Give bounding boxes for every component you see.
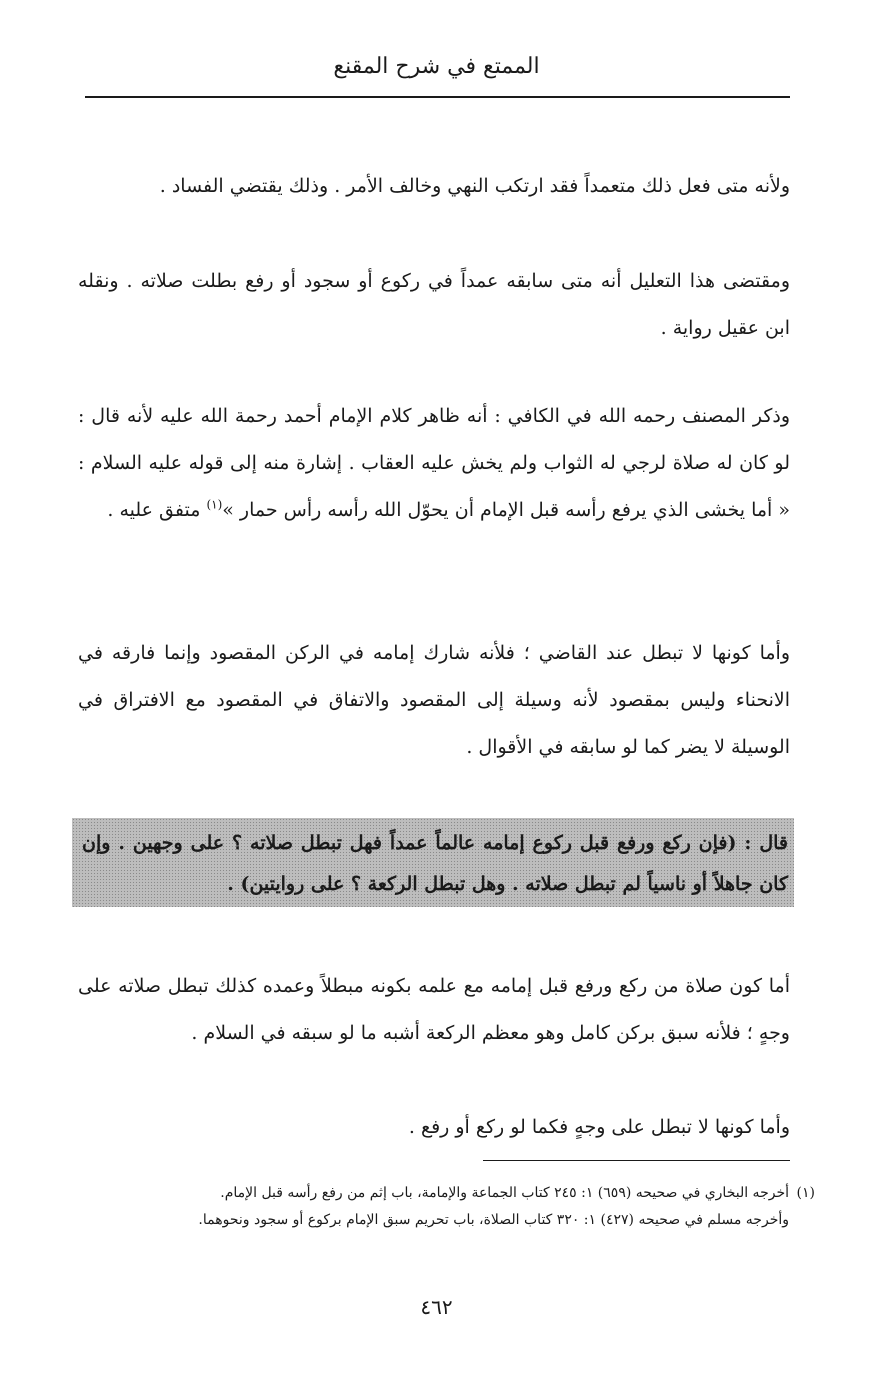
paragraph-4: وأما كونها لا تبطل عند القاضي ؛ فلأنه شارك إمامه في الركن المقصود وإنما فارقه في الانحناء وليس بمقصود لأنه وسيلة إلى المقصود والاتفاق في المقصود مع الافتراق في الوسيلة لا يضر كما لو سابقه في الأقوال . bbox=[78, 642, 790, 758]
footnote-reference: (١) bbox=[206, 497, 223, 512]
header-divider bbox=[85, 96, 790, 98]
paragraph-1: ولأنه متى فعل ذلك متعمداً فقد ارتكب النهي وخالف الأمر . وذلك يقتضي الفساد . bbox=[159, 175, 790, 197]
footnote-divider bbox=[483, 1160, 790, 1161]
paragraph-5: أما كون صلاة من ركع ورفع قبل إمامه مع علمه بكونه مبطلاً وعمده كذلك تبطل صلاته على وجهٍ ؛ فلأنه سبق بركن كامل وهو معظم الركعة أشبه ما لو سبقه في السلام . bbox=[78, 975, 790, 1044]
paragraph-2: ومقتضى هذا التعليل أنه متى سابقه عمداً في ركوع أو سجود أو رفع بطلت صلاته . ونقله ابن عقيل رواية . bbox=[78, 270, 790, 339]
footnote-line-2: وأخرجه مسلم في صحيحه (٤٢٧) ١: ٣٢٠ كتاب الصلاة، باب تحريم سبق الإمام بركوع أو سجود ونحوهما. bbox=[198, 1212, 789, 1228]
footnote-number: (١) bbox=[796, 1185, 815, 1201]
footnote-line-1: أخرجه البخاري في صحيحه (٦٥٩) ١: ٢٤٥ كتاب الجماعة والإمامة، باب إثم من رفع رأسه قبل الإمام. bbox=[220, 1185, 789, 1201]
paragraph-3-tail: متفق عليه . bbox=[107, 499, 207, 521]
running-header-title: الممتع في شرح المقنع bbox=[333, 54, 540, 79]
paragraph-6: وأما كونها لا تبطل على وجهٍ فكما لو ركع أو رفع . bbox=[408, 1116, 790, 1138]
footnote-row bbox=[110, 1180, 815, 1207]
footnote bbox=[110, 1180, 815, 1234]
paragraph-3 bbox=[78, 393, 790, 534]
highlighted-quote: قال : (فإن ركع ورفع قبل ركوع إمامه عالماً عمداً فهل تبطل صلاته ؟ على وجهين . وإن كان جاهلاً أو ناسياً لم تبطل صلاته . وهل تبطل الركعة ؟ على روايتين) . bbox=[82, 832, 788, 895]
page-number: ٤٦٢ bbox=[420, 1295, 453, 1319]
paragraph-3-text: وذكر المصنف رحمه الله في الكافي : أنه ظاهر كلام الإمام أحمد رحمة الله عليه لأنه قال : لو كان له صلاة لرجي له الثواب ولم يخش عليه العقاب . إشارة منه إلى قوله عليه السلام : « أما يخشى الذي يرفع رأسه قبل الإمام أن يحوّل الله رأسه رأس حمار » bbox=[78, 405, 790, 521]
